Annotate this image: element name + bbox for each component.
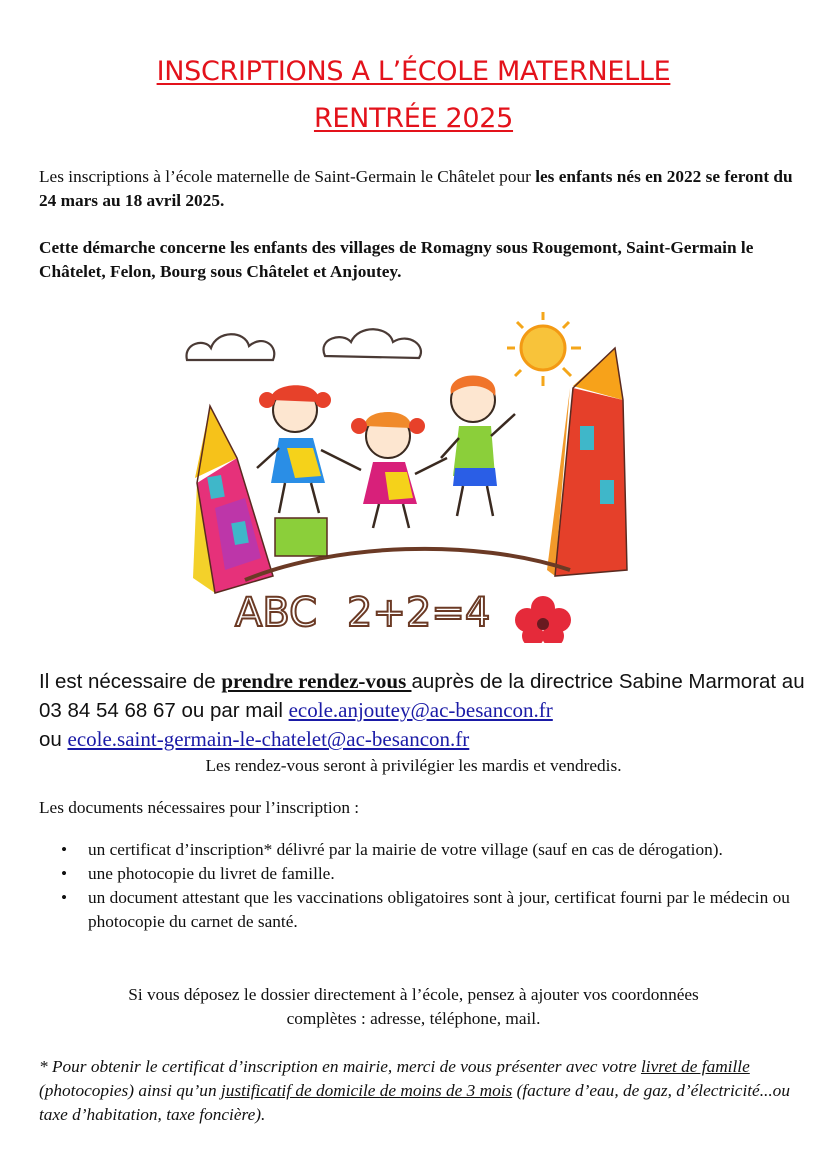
email-link-anjoutey[interactable]: ecole.anjoutey@ac-besancon.fr [288, 698, 553, 722]
intro-bold-dates: les enfants nés en 2022 se feront du 24 mars au 18 avril 2025. [39, 167, 793, 210]
page-title-line-1: INSCRIPTIONS A L’ÉCOLE MATERNELLE [156, 56, 671, 87]
footnote-underline-justificatif: justificatif de domicile de moins de 3 mois [220, 1081, 513, 1100]
drawing-caption-math: 2+2=4 [347, 590, 491, 636]
bullet: • [61, 888, 68, 907]
bullet: • [61, 840, 68, 859]
appointment-before: Il est nécessaire de [39, 670, 222, 693]
appointment-strong: prendre rendez-vous [221, 669, 412, 693]
cloud-left [187, 334, 275, 360]
footnote-underline-livret: livret de famille [640, 1057, 750, 1076]
right-building [547, 348, 627, 576]
documents-intro: Les documents nécessaires pour l’inscription : [39, 798, 360, 817]
email-link-saint-germain[interactable]: ecole.saint-germain-le-chatelet@ac-besancon.fr [67, 727, 470, 751]
list-item: • un certificat d’inscription* délivré par la mairie de votre village (sauf en cas de dérogation). [88, 838, 827, 862]
drawing-caption-letters: ABC [235, 590, 318, 636]
appointment-paragraph [39, 667, 809, 754]
appointment-after: auprès de la directrice Sabine Marmorat au 03 84 54 68 67 ou par mail [39, 670, 805, 722]
list-item: • une photocopie du livret de famille. [88, 862, 827, 886]
appointment-or: ou [39, 728, 68, 751]
intro-text: Les inscriptions à l’école maternelle de Saint-Germain le Châtelet pour [39, 167, 536, 186]
cloud-middle [323, 329, 420, 358]
red-flower [515, 596, 571, 643]
child-boy-right [441, 376, 515, 517]
list-item: • un document attestant que les vaccinations obligatoires sont à jour, certificat fourni par le médecin ou photocopie du carnet de santé. [61, 888, 790, 931]
bullet: • [61, 864, 68, 883]
sun [507, 312, 581, 386]
left-building [193, 406, 273, 593]
villages-paragraph: Cette démarche concerne les enfants des villages de Romagny sous Rougemont, Saint-Germain le Châtelet, Felon, Bourg sous Châtelet et Anjoutey. [39, 238, 754, 281]
children-school-drawing [175, 308, 645, 643]
deposit-line-1: Si vous déposez le dossier directement à l’école, pensez à ajouter vos coordonnées [128, 985, 699, 1004]
documents-list [39, 838, 827, 934]
footnote: * Pour obtenir le certificat d’inscription en mairie, merci de vous présenter avec votre livret de famille (photocopies) ainsi qu’un justificatif de domicile de moins de 3 mois (facture d’eau, de gaz, d’électricité...ou taxe d’habitation, taxe foncière). [39, 1057, 790, 1124]
page-title-line-2: RENTRÉE 2025 [313, 103, 514, 134]
green-box [275, 518, 327, 556]
intro-paragraph [39, 165, 799, 213]
child-girl-left [257, 385, 361, 513]
deposit-line-2: complètes : adresse, téléphone, mail. [286, 1009, 541, 1028]
child-girl-middle [351, 412, 447, 528]
appointment-preference: Les rendez-vous seront à privilégier les mardis et vendredis. [205, 756, 622, 775]
deposit-note [0, 983, 827, 1031]
